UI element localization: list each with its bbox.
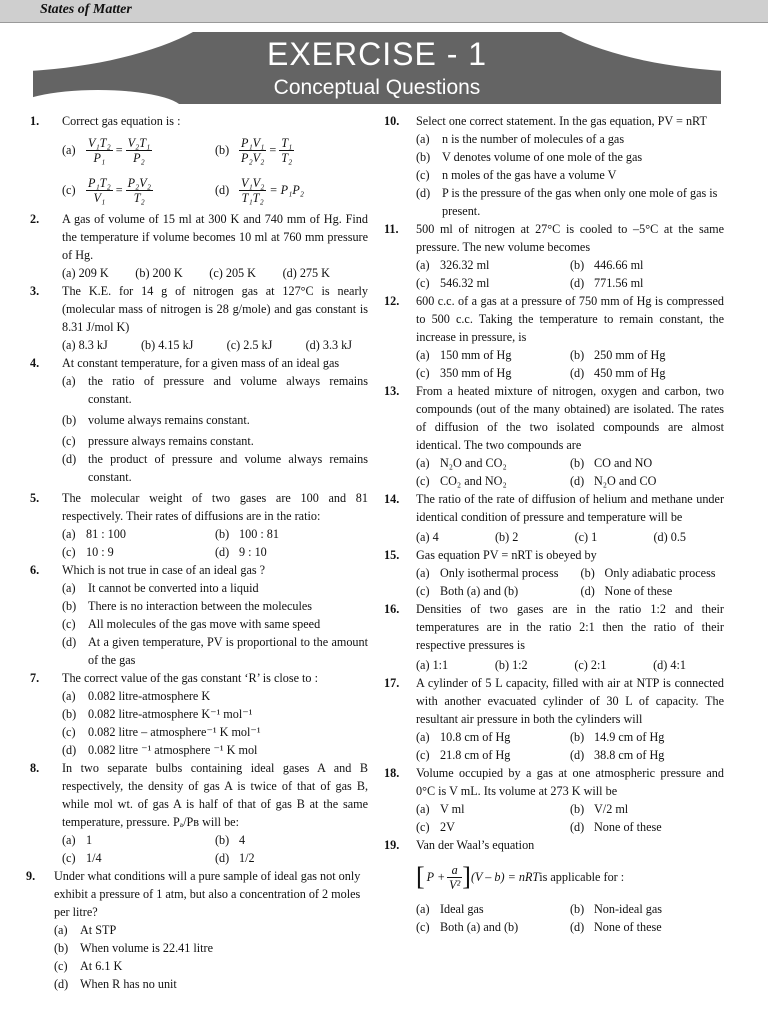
option-d: (d) None of these <box>570 920 662 934</box>
option-b: (b) There is no interaction between the molecules <box>62 599 313 613</box>
option-b: (b) volume always remains constant. <box>62 413 250 427</box>
option-d: (d) 38.8 cm of Hg <box>570 748 665 762</box>
option-c: (c) All molecules of the gas move with same speed <box>62 617 321 631</box>
option-a: (a) 4 <box>416 530 439 544</box>
option-d: (d) 450 mm of Hg <box>570 366 666 380</box>
option-d: (d) 0.082 litre ⁻¹ atmosphere ⁻¹ K mol <box>62 743 258 757</box>
option-b: (b) 250 mm of Hg <box>570 348 666 362</box>
option-c: (c) 2V <box>416 820 455 834</box>
option-c: (c) 546.32 ml <box>416 276 490 290</box>
option-d: (d) 3.3 kJ <box>305 338 352 352</box>
question-5: 5. The molecular weight of two gases are 100 and 81 respectively. Their rates of diffusions are in the ratio: (a) 81 : 100 (b) 100 : 81 (c) 10 : 9 (d) 9 : 10 <box>30 491 368 559</box>
option-b: (b) 1:2 <box>494 658 528 672</box>
option-a: (a) 209 K <box>62 266 109 280</box>
option-c: (c) 350 mm of Hg <box>416 366 512 380</box>
question-8: 8. In two separate bulbs containing ideal gases A and B respectively, the density of gas A is twice of that of gas B, while mol wt. of gas A is half of that of gas B at the same temperature, pressure. Pₐ/Pʙ will be: (a) 1 (b) 4 (c) 1/4 (d) 1/2 <box>30 761 368 865</box>
question-1 <box>30 112 368 210</box>
van-der-waals-equation: [ P + $\frac{a}{\text{V²}}$ ] (V – b) = nRT is applicable for : <box>416 862 625 892</box>
option-d: (d) At a given temperature, PV is proportional to the amount of the gas <box>62 635 368 667</box>
option-b: (b) Non-ideal gas <box>570 902 663 916</box>
question-number: 1. <box>30 114 40 128</box>
option-b: (b) 2 <box>494 530 519 544</box>
question-11: 11. 500 ml of nitrogen at 27°C is cooled to –5°C at the same pressure. The new volume becomes (a) 326.32 ml (b) 446.66 ml (c) 546.32 ml (d) 771.56 ml <box>384 222 724 290</box>
option-c: (c) 21.8 cm of Hg <box>416 748 511 762</box>
question-19: 19. Van der Waal’s equation [ P + $\frac{a}{\text{V²}}$ ] (V – b) = nRT is applicable for : (a) Ideal gas (b) Non-ideal gas (c) Both (a) and (b) (d) None of these <box>384 836 724 936</box>
option-c: (c) 10 : 9 <box>62 545 114 559</box>
question-10: 10. Select one correct statement. In the gas equation, PV = nRT (a) n is the number of molecules of a gas (b) V denotes volume of one mole of the gas (c) n moles of the gas have a volume V (d) P is the pressure of the gas when only one mole of gas is present. <box>384 112 724 220</box>
option-a: (a) 1:1 <box>416 658 449 672</box>
option-d: (d) the product of pressure and volume always remains constant. <box>62 452 368 484</box>
question-13: 13. From a heated mixture of nitrogen, oxygen and carbon, two compounds (out of the many obtained) are isolated. The rates of diffusion of the two isolated compounds are almost identical. The two compounds are (a) N₂O and CO₂ (b) CO and NO (c) CO₂ and NO₂ (d) N₂O and CO <box>384 384 724 488</box>
option-b: (b) $\frac{\text{P₁V₁}}{\text{P₂V₂}}$ = $\frac{\text{T₁}}{\text{T₂}}$ <box>215 135 293 165</box>
question-15: 15. Gas equation PV = nRT is obeyed by (a) Only isothermal process (b) Only adiabatic process (c) Both (a) and (b) (d) None of these <box>384 546 724 600</box>
option-b: (b) V denotes volume of one mole of the gas <box>416 150 643 164</box>
option-a: (a) Ideal gas <box>416 902 484 916</box>
option-c: (c) 1/4 <box>62 851 102 865</box>
option-a: (a) 81 : 100 <box>62 527 126 541</box>
option-b: (b) 4 <box>215 833 246 847</box>
option-a: (a) V ml <box>416 802 465 816</box>
option-b: (b) 446.66 ml <box>570 258 644 272</box>
question-2: 2. A gas of volume of 15 ml at 300 K and 740 mm of Hg. Find the temperature if volume becomes 10 ml at 760 mm pressure of Hg. (a) 209 K (b) 200 K (c) 205 K (d) 275 K <box>30 212 368 280</box>
option-b: (b) 0.082 litre-atmosphere K⁻¹ mol⁻¹ <box>62 707 253 721</box>
option-d: (d) 4:1 <box>653 658 686 672</box>
option-d: (d) 1/2 <box>215 851 255 865</box>
option-a: (a) N₂O and CO₂ <box>416 456 507 470</box>
option-a: (a) 1 <box>62 833 93 847</box>
option-d: (d) 771.56 ml <box>570 276 644 290</box>
question-16: 16. Densities of two gases are in the ratio 1:2 and their temperatures are in the ratio 2:1 then the ratio of their respective pressures is (a) 1:1 (b) 1:2 (c) 2:1 (d) 4:1 <box>384 602 724 672</box>
question-12: 12. 600 c.c. of a gas at a pressure of 750 mm of Hg is compressed to 500 c.c. Taking the temperature to remain constant, the increase in pressure, is (a) 150 mm of Hg (b) 250 mm of Hg (c) 350 mm of Hg (d) 450 mm of Hg <box>384 294 724 380</box>
option-d: (d) $\frac{\text{V₁V₂}}{\text{T₁T₂}}$ = P₁P₂ <box>215 175 305 205</box>
right-column <box>384 112 724 936</box>
option-a: (a) Only isothermal process <box>416 566 559 580</box>
option-b: (b) When volume is 22.41 litre <box>54 941 214 955</box>
option-a: (a) the ratio of pressure and volume always remains constant. <box>62 374 368 406</box>
option-d: (d) When R has no unit <box>54 977 177 991</box>
option-d: (d) 275 K <box>282 266 330 280</box>
question-4: 4. At constant temperature, for a given mass of an ideal gas (a) the ratio of pressure and volume always remains constant. (b) volume always remains constant. (c) pressure always remains constant. (d) the product of pressure and volume always remains constant. <box>30 356 368 484</box>
option-c: (c) CO₂ and NO₂ <box>416 474 507 488</box>
question-6: 6. Which is not true in case of an ideal gas ? (a) It cannot be converted into a liquid (b) There is no interaction between the molecules (c) All molecules of the gas move with same speed (d) At a given temperature, PV is proportional to the amount of the gas <box>30 563 368 667</box>
option-b: (b) 4.15 kJ <box>140 338 194 352</box>
question-17: 17. A cylinder of 5 L capacity, filled with air at NTP is connected with another evacuated cylinder of 30 L of capacity. The resultant air pressure in both the cylinders will (a) 10.8 cm of Hg (b) 14.9 cm of Hg (c) 21.8 cm of Hg (d) 38.8 cm of Hg <box>384 676 724 762</box>
option-c: (c) 1 <box>574 530 598 544</box>
option-d: (d) 0.5 <box>653 530 686 544</box>
exercise-title: EXERCISE - 1 <box>266 36 488 72</box>
chapter-title: States of Matter <box>40 2 132 17</box>
option-b: (b) V/2 ml <box>570 802 629 816</box>
exercise-banner <box>33 32 721 104</box>
option-c: (c) 0.082 litre – atmosphere⁻¹ K mol⁻¹ <box>62 725 261 739</box>
option-b: (b) 100 : 81 <box>215 527 279 541</box>
option-c: (c) $\frac{\text{P₁T₂}}{\text{V₁}}$ = $\frac{\text{P₂V₂}}{\text{T₂}}$ <box>62 175 151 205</box>
question-7: 7. The correct value of the gas constant ‘R’ is close to : (a) 0.082 litre-atmosphere K (b) 0.082 litre-atmosphere K⁻¹ mol⁻¹ (c) 0.082 litre – atmosphere⁻¹ K mol⁻¹ (d) 0.082 litre ⁻¹ atmosphere ⁻¹ K mol <box>30 669 368 759</box>
question-9: 9. Under what conditions will a pure sample of ideal gas not only exhibit a pressure of 1 atm, but also a concentration of 2 moles per litre? (a) At STP (b) When volume is 22.41 litre (c) At 6.1 K (d) When R has no unit <box>26 867 368 993</box>
option-a: (a) 326.32 ml <box>416 258 490 272</box>
option-a: (a) At STP <box>54 923 117 937</box>
option-d: (d) P is the pressure of the gas when only one mole of gas is present. <box>416 186 718 218</box>
question-18: 18. Volume occupied by a gas at one atmospheric pressure and 0°C is V mL. Its volume at 273 K will be (a) V ml (b) V/2 ml (c) 2V (d) None of these <box>384 766 724 834</box>
option-a: (a) n is the number of molecules of a gas <box>416 132 625 146</box>
option-c: (c) 2:1 <box>574 658 607 672</box>
option-d: (d) None of these <box>570 820 662 834</box>
question-text: Correct gas equation is : <box>62 114 181 128</box>
option-a: (a) 8.3 kJ <box>62 338 108 352</box>
option-d: (d) None of these <box>580 584 673 598</box>
option-d: (d) 9 : 10 <box>215 545 267 559</box>
option-c: (c) 2.5 kJ <box>226 338 273 352</box>
option-a: (a) 0.082 litre-atmosphere K <box>62 689 211 703</box>
option-d: (d) N₂O and CO <box>570 474 657 488</box>
page-header-bar <box>0 0 768 23</box>
option-b: (b) 14.9 cm of Hg <box>570 730 665 744</box>
question-3: 3. The K.E. for 14 g of nitrogen gas at 127°C is nearly (molecular mass of nitrogen is 28 g/mole) and gas constant is 8.31 J/mol K) (a) 8.3 kJ (b) 4.15 kJ (c) 2.5 kJ (d) 3.3 kJ <box>30 284 368 352</box>
option-c: (c) Both (a) and (b) <box>416 920 519 934</box>
option-c: (c) 205 K <box>209 266 256 280</box>
option-c: (c) Both (a) and (b) <box>416 584 519 598</box>
option-c: (c) pressure always remains constant. <box>62 434 254 448</box>
option-b: (b) 200 K <box>135 266 183 280</box>
option-a: (a) $\frac{\text{V₁T₂}}{\text{P₁}}$ = $\frac{\text{V₂T₁}}{\text{P₂}}$ <box>62 135 151 165</box>
left-column <box>26 112 368 993</box>
option-a: (a) 150 mm of Hg <box>416 348 512 362</box>
option-c: (c) n moles of the gas have a volume V <box>416 168 617 182</box>
option-c: (c) At 6.1 K <box>54 959 123 973</box>
option-b: (b) Only adiabatic process <box>580 566 716 580</box>
option-a: (a) 10.8 cm of Hg <box>416 730 511 744</box>
option-a: (a) It cannot be converted into a liquid <box>62 581 259 595</box>
option-b: (b) CO and NO <box>570 456 653 470</box>
exercise-subtitle: Conceptual Questions <box>273 76 481 99</box>
question-14: 14. The ratio of the rate of diffusion of helium and methane under identical condition of pressure and temperature will be (a) 4 (b) 2 (c) 1 (d) 0.5 <box>384 492 724 544</box>
